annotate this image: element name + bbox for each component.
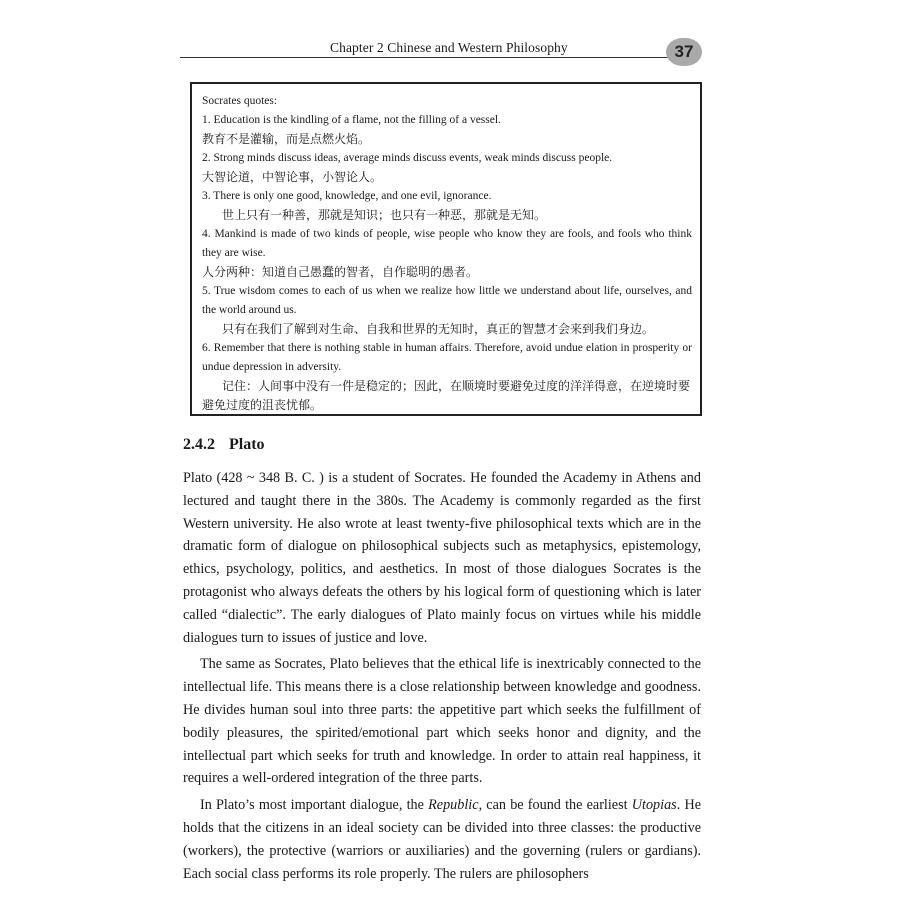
quote-en-3: 3. There is only one good, knowledge, and one evil, ignorance. (202, 190, 492, 202)
section-number: 2.4.2 (183, 436, 215, 453)
section-heading (183, 436, 265, 454)
quote-en-2: 2. Strong minds discuss ideas, average minds discuss events, weak minds discuss people. (202, 152, 613, 164)
quote-en-6: 6. Remember that there is nothing stable in human affairs. Therefore, avoid undue elation in prosperity or undue depression in adversity. (202, 342, 692, 373)
utopias-term: Utopias (631, 797, 677, 814)
quote-zh-2: 大智论道，中智论事，小智论人。 (202, 170, 383, 184)
page-number-badge: 37 (666, 38, 702, 66)
body-text (183, 467, 701, 885)
running-header (180, 38, 702, 62)
quotes-heading: Socrates quotes: (202, 95, 278, 107)
quote-zh-1: 教育不是灌输，而是点燃火焰。 (202, 132, 371, 146)
quote-en-1: 1. Education is the kindling of a flame, not the filling of a vessel. (202, 114, 501, 126)
paragraph-3 (183, 794, 701, 885)
quote-zh-4: 人分两种：知道自己愚蠢的智者，自作聪明的愚者。 (202, 265, 479, 279)
quote-en-4: 4. Mankind is made of two kinds of people, wise people who know they are fools, and fools who think they are wise. (202, 228, 692, 259)
paragraph-3-part-b: , can be found the earliest (478, 797, 632, 814)
republic-title: Republic (428, 797, 479, 814)
socrates-quotes-box (190, 82, 702, 416)
paragraph-1: Plato (428 ~ 348 B. C. ) is a student of Socrates. He founded the Academy in Athens and lectured and taught there in the 380s. The Academy is commonly regarded as the first Western university. He also wrote at least twenty-five philosophical texts which are in the dramatic form of dialogue on philosophical subjects such as metaphysics, epistemology, ethics, psychology, politics, and aesthetics. In most of those dialogues Socrates is the protagonist who always defeats the others by his logical form of questioning which is later called “dialectic”. The early dialogues of Plato mainly focus on virtues while his middle dialogues turn to issues of justice and love. (183, 470, 701, 646)
quote-en-5: 5. True wisdom comes to each of us when we realize how little we understand about life, ourselves, and the world around us. (202, 285, 692, 316)
paragraph-3-part-a: In Plato’s most important dialogue, the (200, 797, 429, 814)
header-rule (180, 57, 670, 58)
quote-zh-6: 记住：人间事中没有一件是稳定的；因此，在顺境时要避免过度的洋洋得意，在逆境时要避免过度的沮丧忧郁。 (202, 379, 691, 412)
running-title: Chapter 2 Chinese and Western Philosophy (330, 40, 568, 55)
section-title: Plato (229, 436, 265, 453)
quote-zh-3: 世上只有一种善，那就是知识；也只有一种恶，那就是无知。 (222, 208, 547, 222)
paragraph-3-part-c: . He holds that the citizens in an ideal society can be divided into three classes: the productive (workers), the protective (warriors or auxiliaries) and the governing (rulers or gardians). Each social class performs its role properly. The rulers are philosophers (183, 797, 701, 882)
paragraph-2: The same as Socrates, Plato believes that the ethical life is inextricably connected to the intellectual life. This means there is a close relationship between knowledge and goodness. He divides human soul into three parts: the appetitive part which seeks the fulfillment of bodily pleasures, the spirited/emotional part which seeks honor and dignity, and the intellectual part which seeks for truth and knowledge. In order to attain real happiness, it requires a well-ordered integration of the three parts. (183, 656, 701, 787)
quote-zh-5: 只有在我们了解到对生命、自我和世界的无知时，真正的智慧才会来到我们身边。 (222, 322, 655, 336)
